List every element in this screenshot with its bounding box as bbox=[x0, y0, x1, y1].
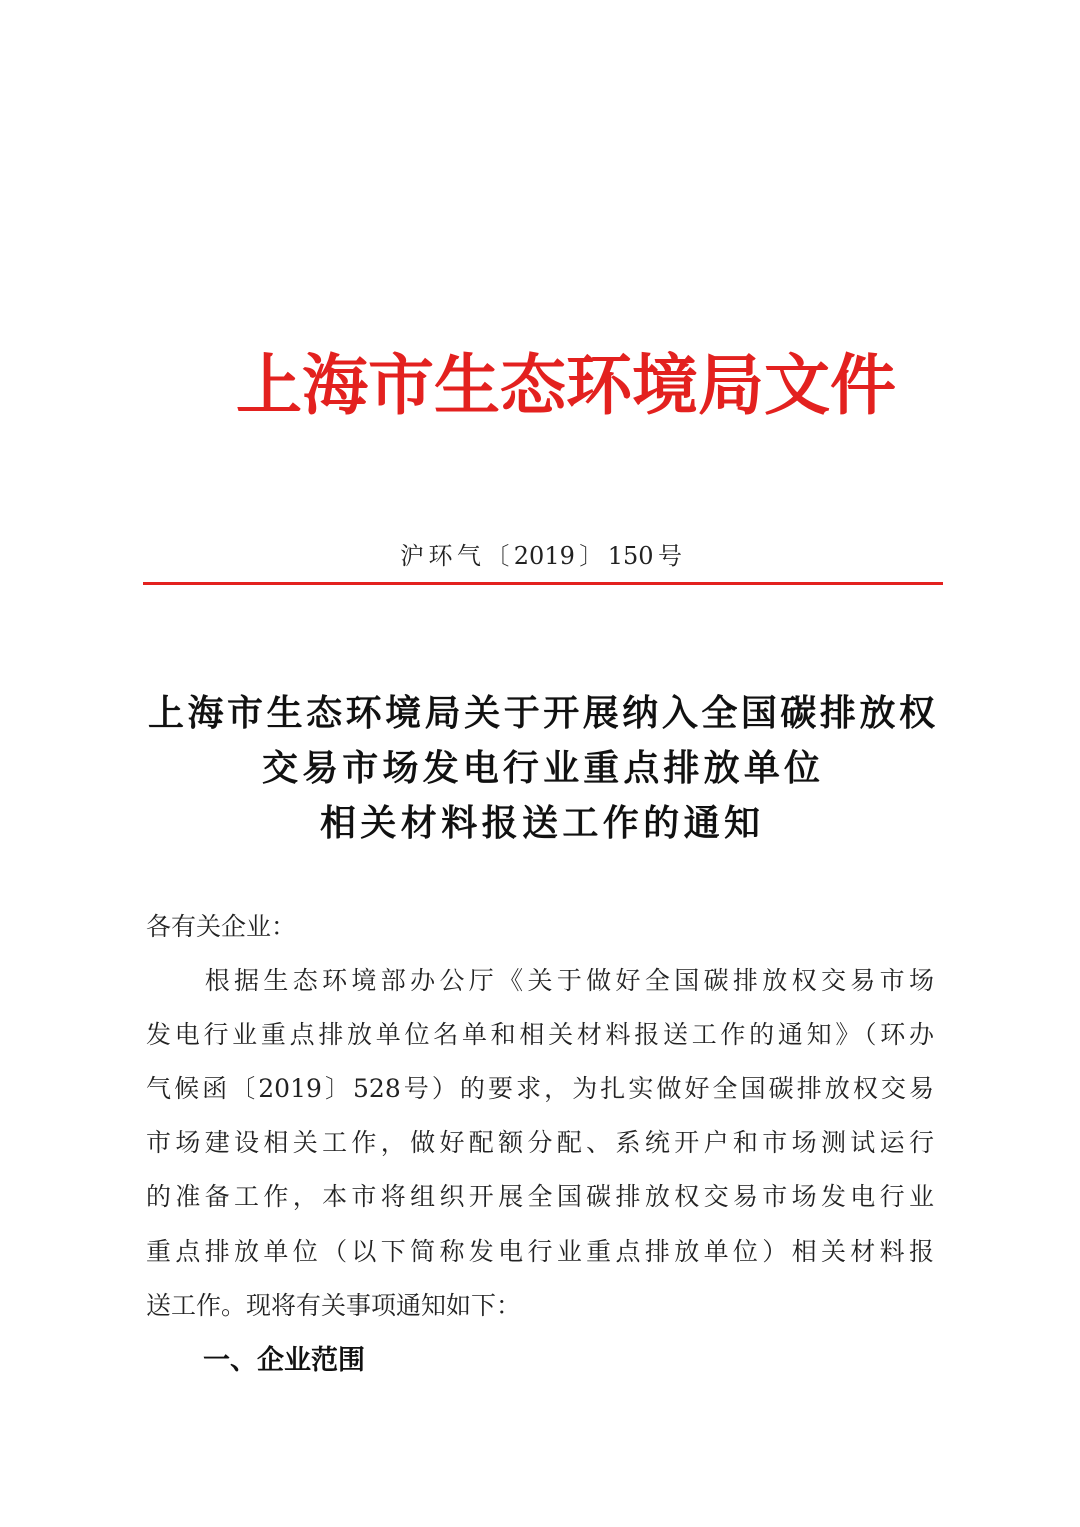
section-heading: 一、企业范围 bbox=[203, 1345, 365, 1376]
paragraph-line: 的准备工作，本市将组织开展全国碳排放权交易市场发电行业 bbox=[146, 1182, 934, 1211]
title-line-2: 交易市场发电行业重点排放单位 bbox=[262, 747, 820, 789]
paragraph-line: 重点排放单位（以下简称发电行业重点排放单位）相关材料报 bbox=[146, 1237, 934, 1266]
paragraph-line: 发电行业重点排放单位名单和相关材料报送工作的通知》（环办 bbox=[146, 1020, 934, 1049]
issuer-title: 上海市生态环境局文件 bbox=[236, 346, 896, 424]
paragraph-line: 送工作。现将有关事项通知如下： bbox=[146, 1291, 522, 1320]
title-line-1: 上海市生态环境局关于开展纳入全国碳排放权 bbox=[148, 692, 935, 734]
title-line-3: 相关材料报送工作的通知 bbox=[320, 802, 760, 844]
paragraph-line: 气候函〔2019〕528号）的要求，为扎实做好全国碳排放权交易 bbox=[146, 1074, 934, 1103]
red-divider bbox=[143, 582, 943, 585]
document-number: 沪环气〔2019〕150号 bbox=[400, 542, 682, 570]
paragraph-line: 市场建设相关工作，做好配额分配、系统开户和市场测试运行 bbox=[146, 1128, 934, 1157]
salutation: 各有关企业： bbox=[146, 912, 297, 941]
paragraph-line: 根据生态环境部办公厅《关于做好全国碳排放权交易市场 bbox=[146, 966, 934, 995]
